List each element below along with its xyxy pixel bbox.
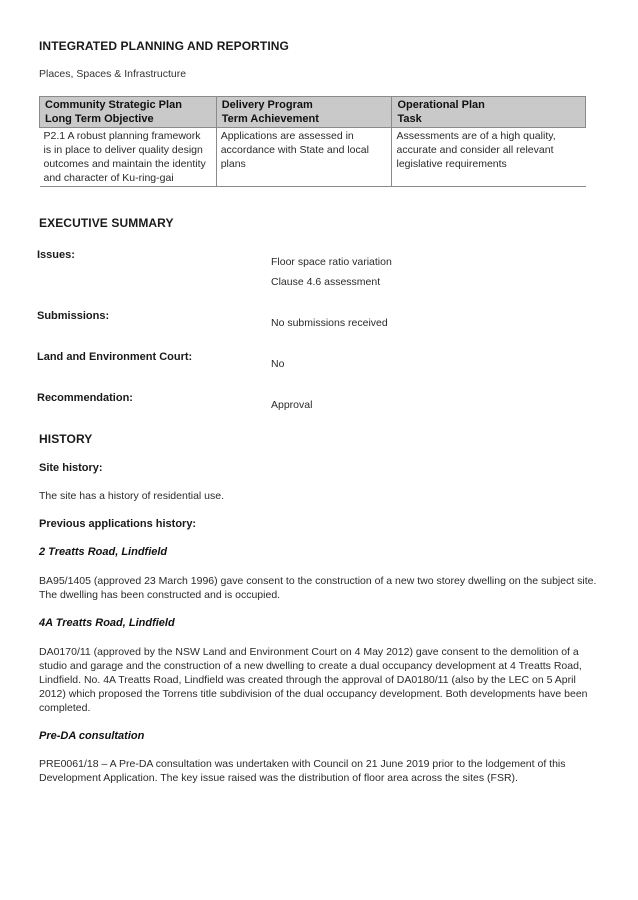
previous-applications-label: Previous applications history:	[39, 518, 197, 530]
table-header-line: Task	[397, 113, 422, 125]
issues-value: Clause 4.6 assessment	[271, 276, 381, 288]
court-value: No	[271, 358, 285, 370]
table-header-line: Operational Plan	[397, 99, 485, 111]
executive-summary-heading: EXECUTIVE SUMMARY	[39, 216, 174, 230]
issues-value: Floor space ratio variation	[271, 256, 392, 268]
recommendation-value: Approval	[271, 399, 313, 411]
table-header-line: Community Strategic Plan	[45, 99, 182, 111]
address-heading: 4A Treatts Road, Lindfield	[39, 617, 175, 629]
address-heading: 2 Treatts Road, Lindfield	[39, 546, 168, 558]
table-cell: Applications are assessed in accordance with State and local plans	[216, 128, 392, 187]
recommendation-label: Recommendation:	[37, 392, 133, 404]
address-paragraph: DA0170/11 (approved by the NSW Land and Environment Court on 4 May 2012) gave consent to the demolition of a studio and garage and the construction of a new dwelling to create a dual occupancy development at 4 Treatts Road, Lindfield. No. 4A Treatts Road, Lindfield was created through the approval of DA0180/11 (also by the LEC on 5 April 2012) which proposed the Torrens title subdivision of the dual occupancy development. Both developments have been completed.	[39, 646, 588, 714]
table-header-operational	[392, 97, 586, 128]
table-header-line: Long Term Objective	[45, 113, 154, 125]
site-history-text: The site has a history of residential use.	[39, 490, 225, 502]
submissions-value: No submissions received	[271, 317, 388, 329]
table-cell: P2.1 A robust planning framework is in place to deliver quality design outcomes and maintain the identity and character of Ku-ring-gai	[40, 128, 217, 187]
court-label: Land and Environment Court:	[37, 351, 193, 363]
site-history-label: Site history:	[39, 462, 103, 474]
address-paragraph: BA95/1405 (approved 23 March 1996) gave consent to the construction of a new two storey dwelling on the subject site. The dwelling has been constructed and is occupied.	[39, 575, 597, 601]
table-header-line: Delivery Program	[221, 99, 313, 111]
section-subtitle: Places, Spaces & Infrastructure	[39, 68, 187, 80]
table-row	[40, 128, 586, 187]
history-heading: HISTORY	[39, 432, 93, 446]
table-header-line: Term Achievement	[221, 113, 319, 125]
pre-da-paragraph: PRE0061/18 – A Pre-DA consultation was undertaken with Council on 21 June 2019 prior to the lodgement of this Development Application. The key issue raised was the distribution of floor area across the sites (FSR).	[39, 758, 566, 784]
table-cell: Assessments are of a high quality, accurate and consider all relevant legislative requirements	[392, 128, 586, 187]
planning-table	[39, 96, 586, 187]
issues-label: Issues:	[37, 249, 75, 261]
pre-da-heading: Pre-DA consultation	[39, 730, 145, 742]
page-title: INTEGRATED PLANNING AND REPORTING	[39, 39, 289, 53]
table-header-csp	[40, 97, 217, 128]
table-header-delivery	[216, 97, 392, 128]
submissions-label: Submissions:	[37, 310, 110, 322]
